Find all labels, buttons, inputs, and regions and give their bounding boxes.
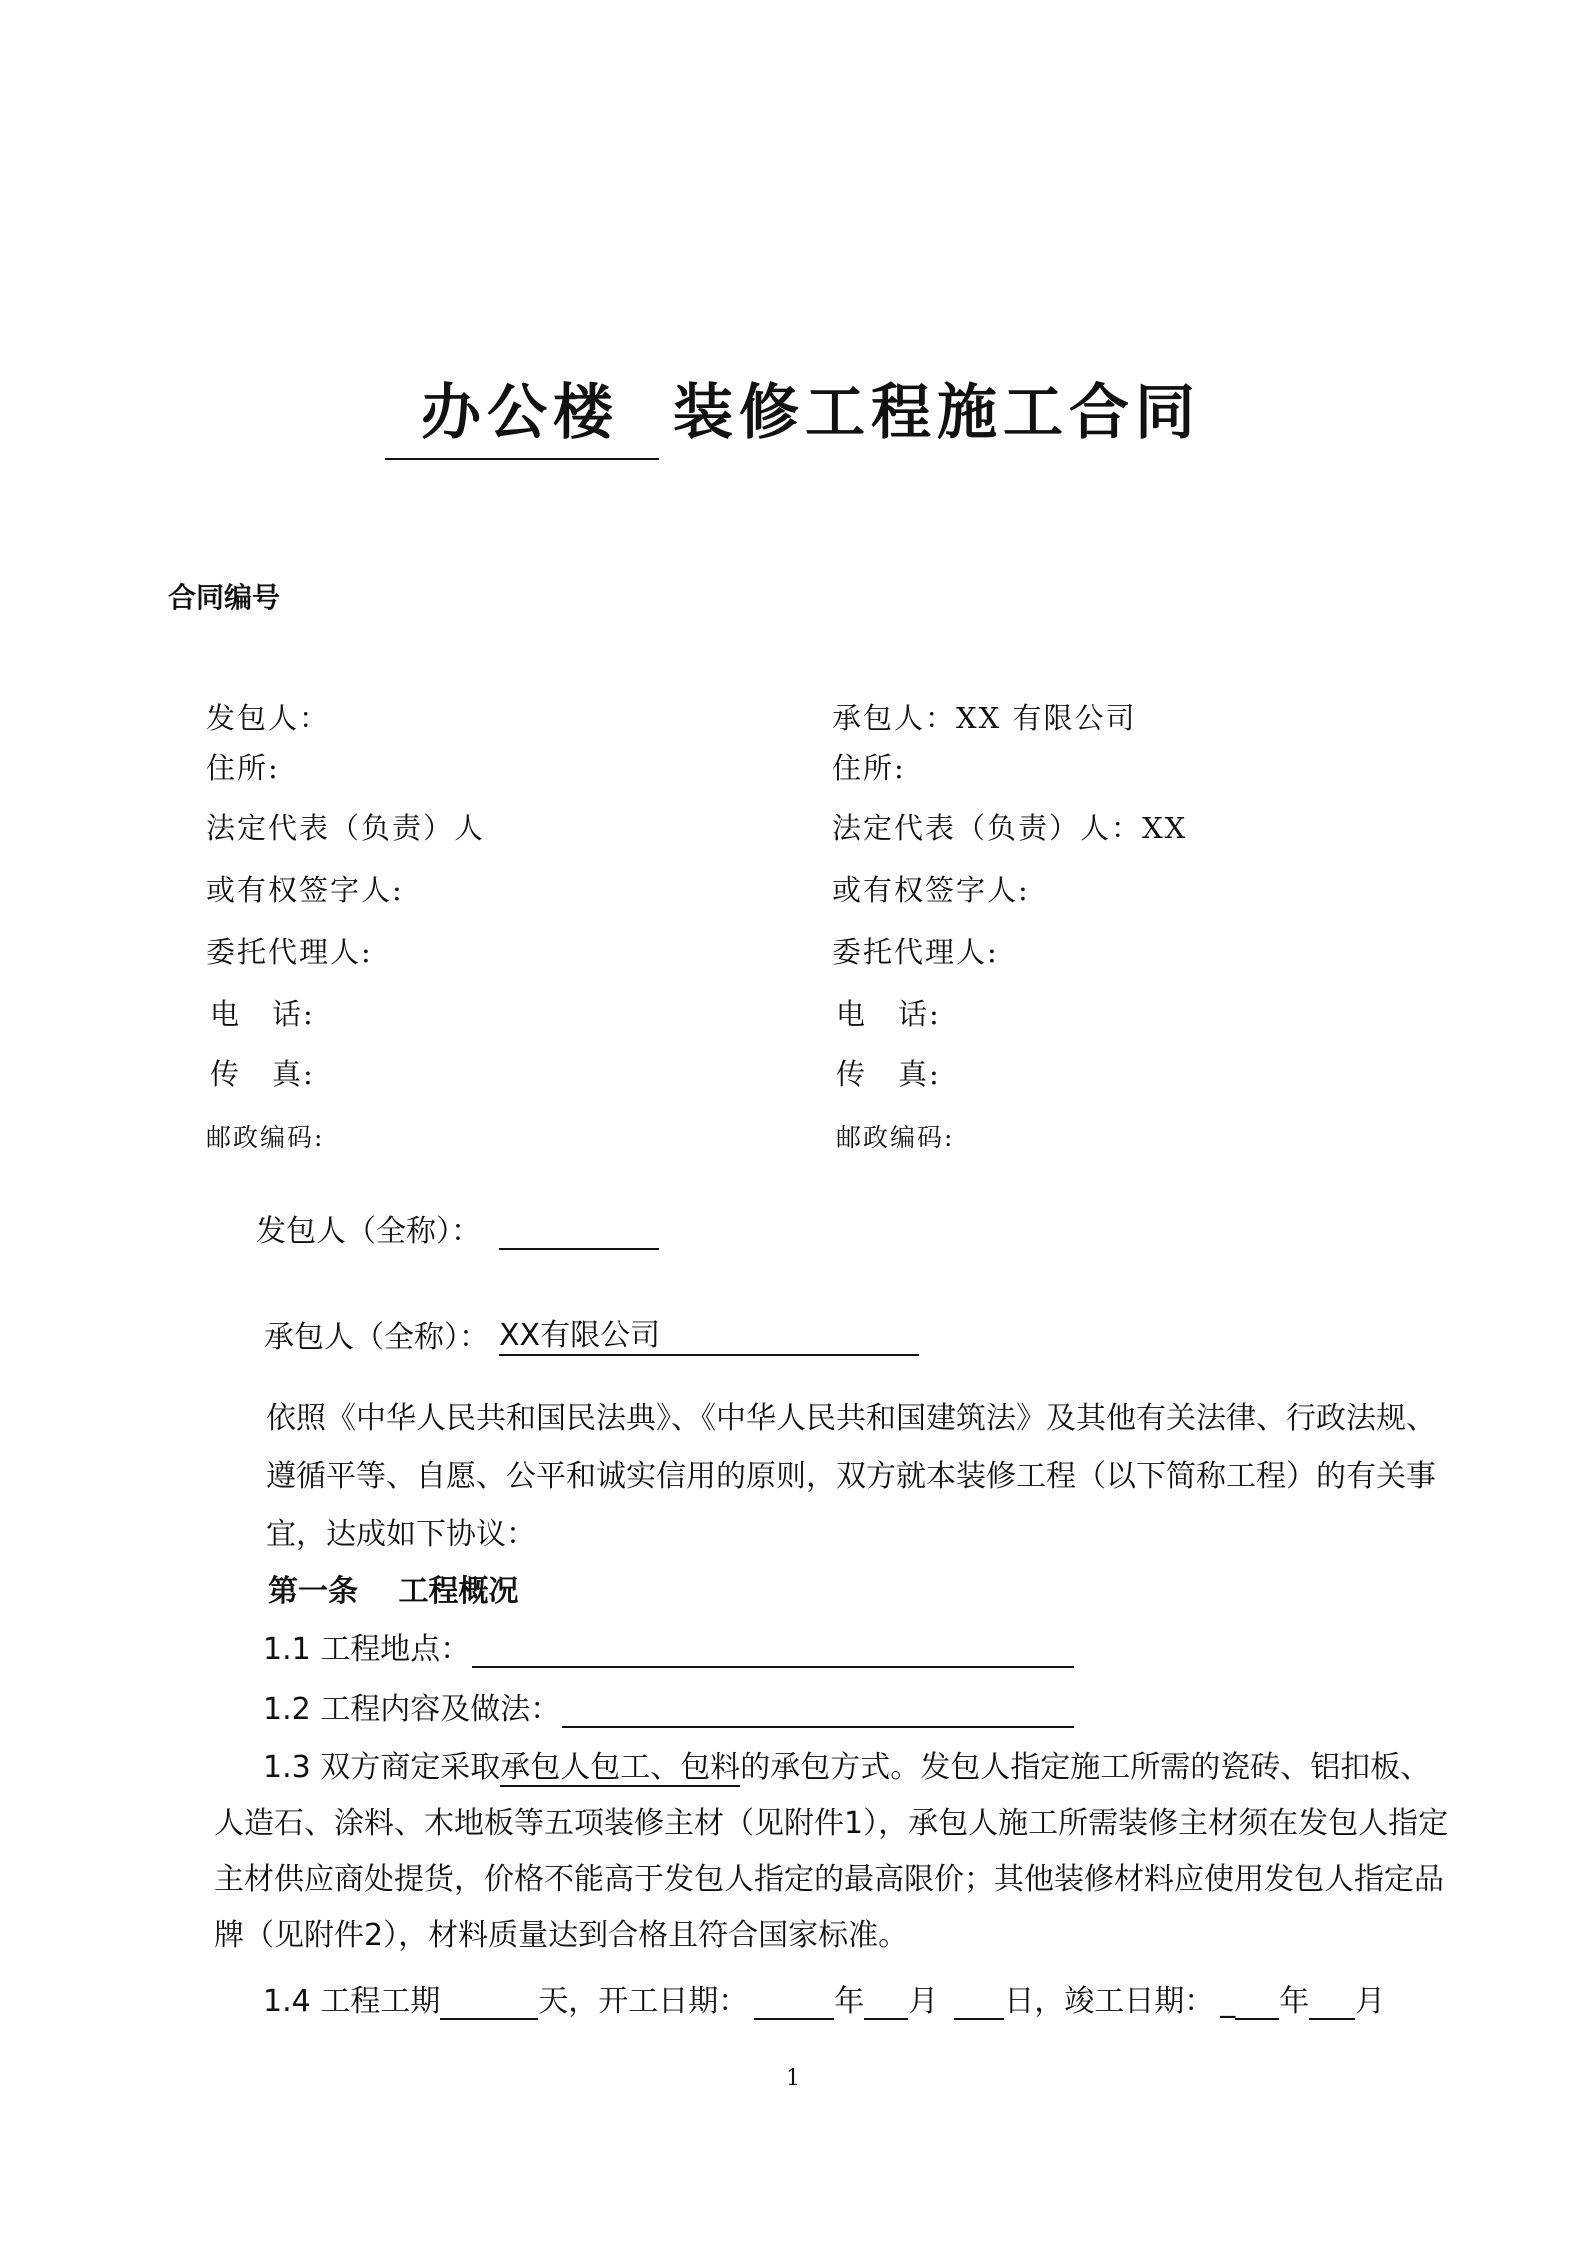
preamble-text: 依照《中华人民共和国民法典》、《中华人民共和国建筑法》及其他有关法律、行政法规、遵循平等、自愿、公平和诚实信用的原则，双方就本装修工程（以下简称工程）的有关事宜，达成如下协议： [266, 1401, 1436, 1552]
start-year-label: 年 [834, 1984, 865, 2019]
employer-legal-rep-label: 法定代表（负责）人 [206, 811, 486, 845]
end-year-blank[interactable] [1235, 1984, 1279, 2020]
contractor-fullname-label: 承包人（全称）： [264, 1320, 489, 1355]
contractor-fullname-row [264, 1310, 919, 1356]
project-content-blank[interactable] [562, 1692, 1074, 1728]
item-1-3-underlined: 承包人包工、包料 [500, 1750, 741, 1785]
item-1-3-prefix: 1.3 双方商定采取 [263, 1750, 501, 1785]
contractor-fax-label: 传 真: [836, 1057, 941, 1091]
end-month-label: 月 [1355, 1984, 1386, 2019]
contractor-legal-rep-label: 法定代表（负责）人：XX [832, 811, 1188, 845]
item-1-4-end-label: 日，竣工日期： [1004, 1984, 1215, 2019]
employer-address-label: 住所: [206, 751, 280, 785]
contractor-phone-label: 电 话: [836, 997, 941, 1031]
employer-signatory-label: 或有权签字人: [206, 873, 404, 907]
start-day-blank[interactable] [954, 1984, 1004, 2020]
item-1-1 [263, 1624, 1074, 1668]
employer-fullname-blank[interactable] [499, 1214, 659, 1250]
contractor-fullname-text: XX有限公司 [499, 1318, 661, 1353]
project-location-blank[interactable] [472, 1632, 1074, 1668]
item-1-2 [263, 1684, 1074, 1728]
duration-blank[interactable] [440, 1984, 538, 2020]
employer-fax-label: 传 真: [210, 1057, 315, 1091]
item-1-3-text: 的承包方式。发包人指定施工所需的瓷砖、铝扣板、人造石、涂料、木地板等五项装修主材（见附件1），承包人施工所需装修主材须在发包人指定主材供应商处提货，价格不能高于发包人指定的最高限价；其他装修材料应使用发包人指定品牌（见附件2），材料质量达到合格且符合国家标准。 [214, 1750, 1449, 1953]
item-1-4-start-label: 天，开工日期： [538, 1984, 749, 2019]
item-1-4-prefix: 1.4 工程工期 [263, 1984, 441, 2019]
project-name: 办公楼 [385, 368, 659, 460]
employer-name-label: 发包人： [206, 701, 331, 735]
contract-title [0, 368, 1586, 460]
item-1-3 [214, 1740, 1454, 1964]
contractor-signatory-label: 或有权签字人: [832, 873, 1030, 907]
page-number: 1 [786, 2066, 800, 2091]
contractor-agent-label: 委托代理人: [832, 935, 999, 969]
employer-agent-label: 委托代理人: [206, 935, 373, 969]
article1-heading: 第一条 工程概况 [268, 1574, 519, 1609]
employer-fullname-row [256, 1206, 659, 1250]
contract-number-label: 合同编号 [168, 581, 281, 614]
preamble [200, 1390, 1444, 1564]
contractor-name-label: 承包人：XX 有限公司 [832, 701, 1137, 735]
title-text: 装修工程施工合同 [673, 378, 1201, 448]
employer-fullname-label: 发包人（全称）： [256, 1214, 481, 1249]
item-1-1-label: 1.1 工程地点： [263, 1632, 471, 1667]
contractor-postcode-label: 邮政编码: [836, 1123, 955, 1152]
contractor-address-label: 住所: [832, 751, 906, 785]
employer-phone-label: 电 话: [210, 997, 315, 1031]
contractor-fullname-value[interactable] [499, 1310, 919, 1356]
employer-postcode-label: 邮政编码: [206, 1123, 325, 1152]
start-year-blank[interactable] [754, 1984, 834, 2020]
item-1-4 [263, 1976, 1385, 2020]
item-1-2-label: 1.2 工程内容及做法： [263, 1692, 561, 1727]
end-month-blank[interactable] [1309, 1984, 1355, 2020]
end-dash: _ [1220, 1984, 1236, 2019]
start-month-label: 月 [908, 1984, 939, 2019]
end-year-label: 年 [1279, 1984, 1310, 2019]
start-month-blank[interactable] [864, 1984, 908, 2020]
